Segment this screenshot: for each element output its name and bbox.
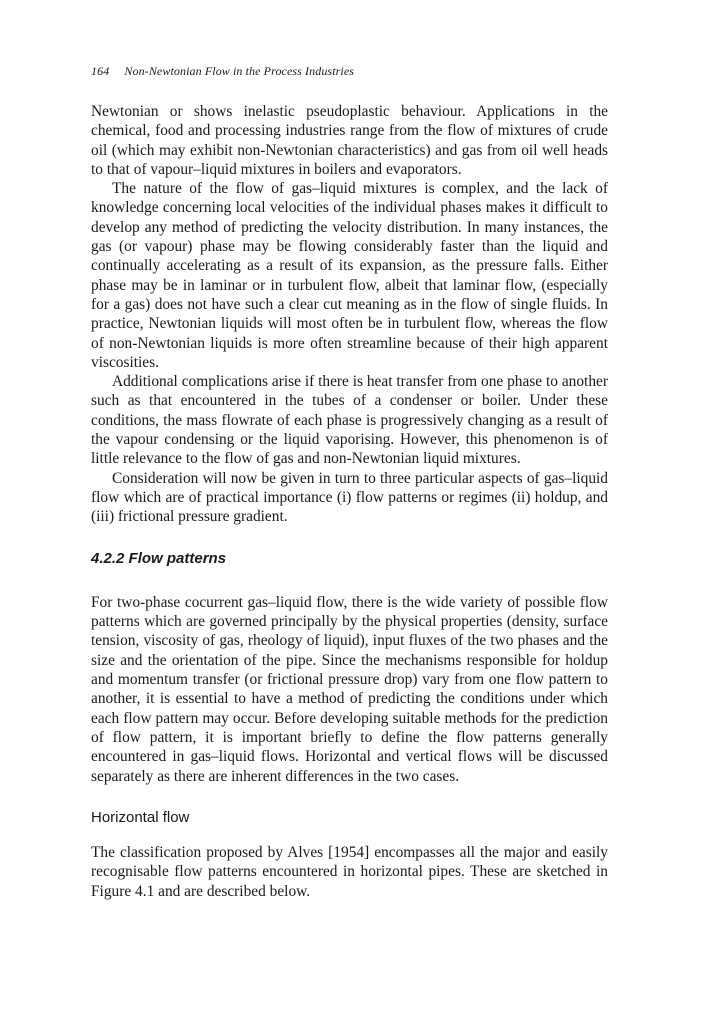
paragraph-classification: The classification proposed by Alves [1954] encompasses all the major and easily recognisable flow patterns encountered in horizontal pipes. These are sketched in Figure 4.1 and are described below. xyxy=(91,844,608,900)
running-header xyxy=(91,64,354,79)
paragraph-flow-patterns: For two-phase cocurrent gas–liquid flow, there is the wide variety of possible flow patterns which are governed principally by the physical properties (density, surface tension, viscosity of gas, rheology of liquid), input fluxes of the two phases and the size and the orientation of the pipe. Since the mechanisms responsible for holdup and momentum transfer (or frictional pressure drop) vary from one flow pattern to another, it is essential to have a method of predicting the conditions under which each flow pattern may occur. Before developing suitable methods for the prediction of flow pattern, it is important briefly to define the flow patterns generally encountered in gas–liquid flows. Horizontal and vertical flows will be discussed separately as there are inherent differences in the two cases. xyxy=(91,593,608,785)
paragraph-flow-nature: The nature of the flow of gas–liquid mixtures is complex, and the lack of knowledge concerning local velocities of the individual phases makes it difficult to develop any method of predicting the velocity distribution. In many instances, the gas (or vapour) phase may be flowing considerably faster than the liquid and continually accelerating as a result of its expansion, as the pressure falls. Either phase may be in laminar or in turbulent flow, albeit that laminar flow, (especially for a gas) does not have such a clear cut meaning as in the flow of single fluids. In practice, Newtonian liquids will most often be in turbulent flow, whereas the flow of non-Newtonian liquids is more often streamline because of their high apparent viscosities. xyxy=(91,180,608,371)
section-heading: 4.2.2 Flow patterns xyxy=(91,549,227,567)
body-text xyxy=(91,102,608,901)
paragraph-continuation: Newtonian or shows inelastic pseudoplastic behaviour. Applications in the chemical, food and processing industries range from the flow of mixtures of crude oil (which may exhibit non-Newtonian characteristics) and gas from oil well heads to that of vapour–liquid mixtures in boilers and evaporators. xyxy=(91,103,608,178)
page-number: 164 xyxy=(91,64,110,78)
subsection-heading: Horizontal flow xyxy=(91,808,190,826)
paragraph-heat-transfer: Additional complications arise if there is heat transfer from one phase to another such as that encountered in the tubes of a condenser or boiler. Under these conditions, the mass flowrate of each phase is progressively changing as a result of the vapour condensing or the liquid vaporising. However, this phenomenon is of little relevance to the flow of gas and non-Newtonian liquid mixtures. xyxy=(91,373,608,468)
running-title: Non-Newtonian Flow in the Process Industries xyxy=(124,64,355,78)
paragraph-aspects: Consideration will now be given in turn to three particular aspects of gas–liquid flow which are of practical importance (i) flow patterns or regimes (ii) holdup, and (iii) frictional pressure gradient. xyxy=(91,469,608,526)
